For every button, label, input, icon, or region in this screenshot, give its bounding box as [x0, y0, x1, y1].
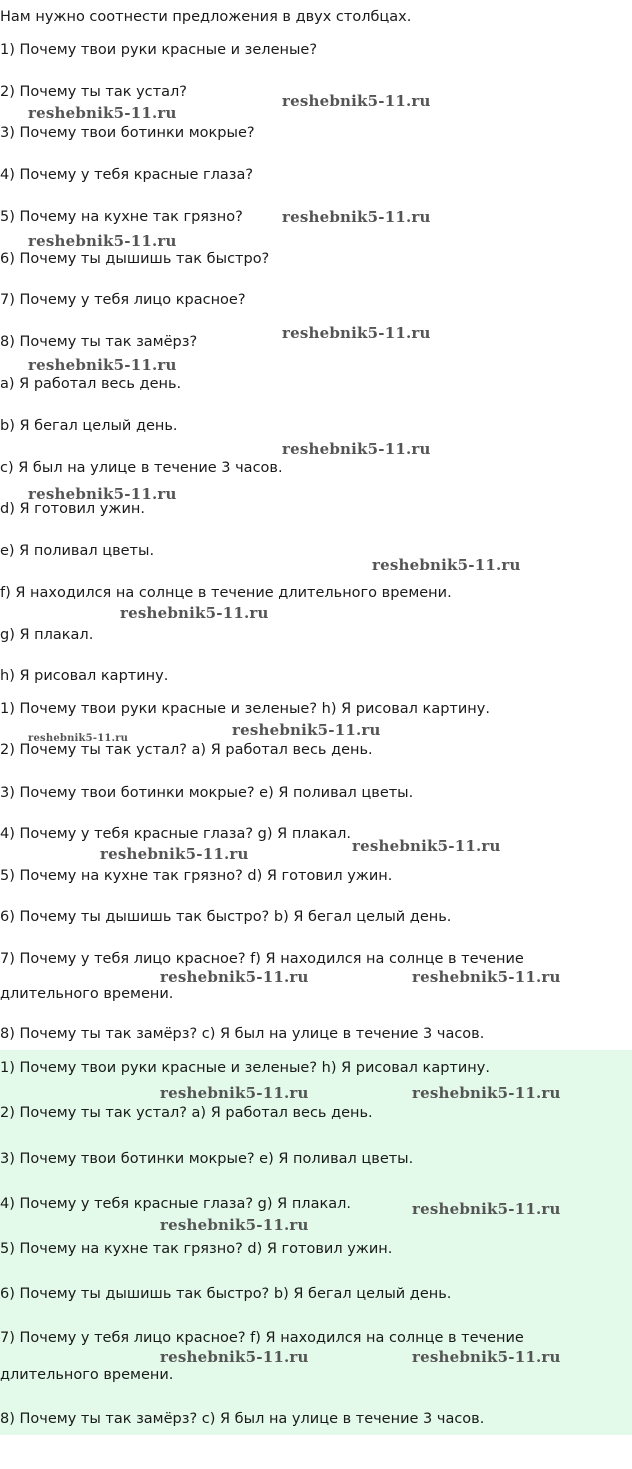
final-match-1: 1) Почему твои руки красные и зеленые? h) Я рисовал картину.: [0, 1060, 490, 1076]
final-match-3: 3) Почему твои ботинки мокрые? e) Я поливал цветы.: [0, 1151, 414, 1167]
question-3: 3) Почему твои ботинки мокрые?: [0, 125, 255, 141]
watermark: reshebnik5-11.ru: [232, 721, 381, 739]
watermark: reshebnik5-11.ru: [282, 324, 431, 342]
match-1: 1) Почему твои руки красные и зеленые? h) Я рисовал картину.: [0, 701, 490, 717]
question-1: 1) Почему твои руки красные и зеленые?: [0, 42, 318, 58]
watermark: reshebnik5-11.ru: [352, 837, 501, 855]
watermark: reshebnik5-11.ru: [28, 232, 177, 250]
answer-b: b) Я бегал целый день.: [0, 418, 178, 434]
final-match-2: 2) Почему ты так устал? a) Я работал весь день.: [0, 1105, 373, 1121]
watermark: reshebnik5-11.ru: [412, 1348, 561, 1366]
answer-a: a) Я работал весь день.: [0, 376, 182, 392]
match-7-continued: длительного времени.: [0, 986, 174, 1002]
question-6: 6) Почему ты дышишь так быстро?: [0, 251, 270, 267]
question-5: 5) Почему на кухне так грязно?: [0, 209, 243, 225]
match-2: 2) Почему ты так устал? a) Я работал весь день.: [0, 742, 373, 758]
answer-h: h) Я рисовал картину.: [0, 668, 169, 684]
watermark: reshebnik5-11.ru: [412, 1084, 561, 1102]
question-8: 8) Почему ты так замёрз?: [0, 334, 198, 350]
watermark: reshebnik5-11.ru: [160, 1348, 309, 1366]
watermark: reshebnik5-11.ru: [372, 556, 521, 574]
match-4: 4) Почему у тебя красные глаза? g) Я плакал.: [0, 826, 351, 842]
answer-e: e) Я поливал цветы.: [0, 543, 155, 559]
answer-g: g) Я плакал.: [0, 627, 94, 643]
question-4: 4) Почему у тебя красные глаза?: [0, 167, 254, 183]
final-match-8: 8) Почему ты так замёрз? c) Я был на улице в течение 3 часов.: [0, 1411, 485, 1427]
watermark: reshebnik5-11.ru: [282, 440, 431, 458]
watermark: reshebnik5-11.ru: [282, 208, 431, 226]
watermark: reshebnik5-11.ru: [28, 356, 177, 374]
answer-f: f) Я находился на солнце в течение длительного времени.: [0, 585, 452, 601]
watermark: reshebnik5-11.ru: [160, 968, 309, 986]
watermark: reshebnik5-11.ru: [28, 485, 177, 503]
match-3: 3) Почему твои ботинки мокрые? e) Я поливал цветы.: [0, 785, 414, 801]
intro-text: Нам нужно соотнести предложения в двух столбцах.: [0, 9, 412, 25]
watermark: reshebnik5-11.ru: [160, 1084, 309, 1102]
watermark: reshebnik5-11.ru: [28, 733, 129, 744]
watermark: reshebnik5-11.ru: [28, 104, 177, 122]
match-8: 8) Почему ты так замёрз? c) Я был на улице в течение 3 часов.: [0, 1026, 485, 1042]
watermark: reshebnik5-11.ru: [160, 1216, 309, 1234]
watermark: reshebnik5-11.ru: [412, 968, 561, 986]
match-7: 7) Почему у тебя лицо красное? f) Я находился на солнце в течение: [0, 951, 524, 967]
final-match-6: 6) Почему ты дышишь так быстро? b) Я бегал целый день.: [0, 1286, 452, 1302]
watermark: reshebnik5-11.ru: [100, 845, 249, 863]
watermark: reshebnik5-11.ru: [282, 92, 431, 110]
final-match-4: 4) Почему у тебя красные глаза? g) Я плакал.: [0, 1196, 351, 1212]
final-match-7-continued: длительного времени.: [0, 1367, 174, 1383]
match-6: 6) Почему ты дышишь так быстро? b) Я бегал целый день.: [0, 909, 452, 925]
answer-c: c) Я был на улице в течение 3 часов.: [0, 460, 283, 476]
question-2: 2) Почему ты так устал?: [0, 84, 187, 100]
answer-d: d) Я готовил ужин.: [0, 501, 145, 517]
final-match-7: 7) Почему у тебя лицо красное? f) Я находился на солнце в течение: [0, 1330, 524, 1346]
match-5: 5) Почему на кухне так грязно? d) Я готовил ужин.: [0, 868, 393, 884]
watermark: reshebnik5-11.ru: [412, 1200, 561, 1218]
question-7: 7) Почему у тебя лицо красное?: [0, 292, 246, 308]
watermark: reshebnik5-11.ru: [120, 604, 269, 622]
final-match-5: 5) Почему на кухне так грязно? d) Я готовил ужин.: [0, 1241, 393, 1257]
